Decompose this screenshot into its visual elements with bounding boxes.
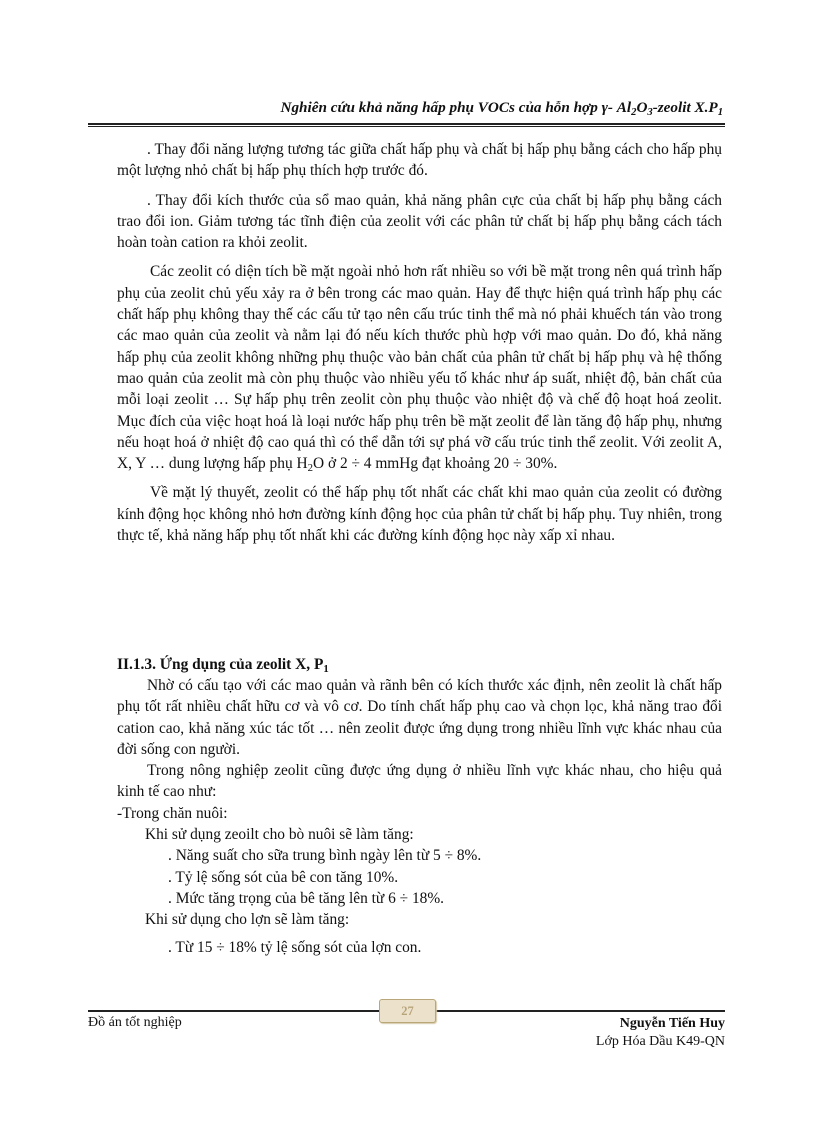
section-paragraph-2: Trong nông nghiệp zeolit cũng được ứng dụng ở nhiều lĩnh vực khác nhau, cho hiệu quả kinh tế cao như: xyxy=(117,762,722,801)
footer-author: Nguyễn Tiến Huy xyxy=(619,1016,725,1031)
list-item: . Tỷ lệ sống sót của bê con tăng 10%. xyxy=(168,868,399,886)
body-text xyxy=(117,139,722,546)
paragraph-2: . Thay đổi kích thước của sổ mao quản, khả năng phân cực của chất bị hấp phụ bằng cách trao đổi ion. Giảm tương tác tĩnh điện của zeolit với các phân tử chất bị hấp phụ bằng cách tách hoàn toàn cation ra khỏi zeolit. xyxy=(117,191,722,252)
page-header-title: Nghiên cứu khả năng hấp phụ VOCs của hỗn hợp γ- $Al_2O_3$-zeolit $X.P_1$ xyxy=(280,99,723,118)
section-body xyxy=(117,675,722,958)
list-item: . Năng suất cho sữa trung bình ngày lên từ 5 ÷ 8%. xyxy=(168,847,482,865)
list-item: Khi sử dụng cho lợn sẽ làm tăng: xyxy=(145,911,350,929)
paragraph-3: Các zeolit có diện tích bề mặt ngoài nhỏ hơn rất nhiều so với bề mặt trong nên quá trình hấp phụ của zeolit chủ yếu xảy ra ở bên trong các mao quản. Hay để thực hiện quá trình hấp phụ các chất hấp phụ không thay thế các cấu tử tạo nên cấu trúc tinh thể mà nó phải khuếch tán vào trong các mao quản của zeolit và nằm lại đó nếu kích thước phù hợp với mao quản. Do đó, khả năng hấp phụ của zeolit không những phụ thuộc vào bản chất của phân tử chất bị hấp phụ và hệ thống mao quản của zeolit mà còn phụ thuộc vào nhiều yếu tố khác như áp suất, nhiệt độ, bản chất của mỗi loại zeolit … Sự hấp phụ trên zeolit còn phụ thuộc vào nhiệt độ và chế độ hoạt hoá zeolit. Mục đích của việc hoạt hoá là loại nước hấp phụ trên bề mặt zeolit để làn tăng độ hấp phụ, nhưng nếu hoạt hoá ở nhiệt độ cao quá thì có thể dẫn tới sự phá vỡ cấu trúc tinh thể zeolit. Với zeolit A, X, Y … dung lượng hấp phụ $H_2O$ ở 2 ÷ 4 mmHg đạt khoảng 20 ÷ 30%. xyxy=(117,263,722,475)
footer-rule-right xyxy=(434,1010,725,1012)
header-rule-thin xyxy=(88,126,725,127)
page-number: 27 xyxy=(379,999,436,1023)
list-item: Khi sử dụng zeoilt cho bò nuôi sẽ làm tăng: xyxy=(145,826,414,844)
list-item: . Mức tăng trọng của bê tăng lên từ 6 ÷ 18%. xyxy=(168,889,445,907)
paragraph-1: . Thay đổi năng lượng tương tác giữa chất hấp phụ và chất bị hấp phụ bằng cách cho hấp phụ một lượng nhỏ chất bị hấp phụ thích hợp trước đó. xyxy=(117,141,722,180)
footer-author-block xyxy=(500,1015,725,1051)
footer-rule-left xyxy=(88,1010,379,1012)
list-heading: -Trong chăn nuôi: xyxy=(117,804,228,822)
header-rule xyxy=(88,123,725,125)
paragraph-4: Về mặt lý thuyết, zeolit có thể hấp phụ tốt nhất các chất khi mao quản của zeolit có đường kính động học không nhỏ hơn đường kính động học của phân tử chất bị hấp phụ. Tuy nhiên, trong thực tế, khả năng hấp phụ tốt nhất khi các đường kính động học này xấp xỉ nhau. xyxy=(117,484,722,545)
section-paragraph-1: Nhờ có cấu tạo với các mao quản và rãnh bên có kích thước xác định, nên zeolit là chất hấp phụ tốt rất nhiều chất hữu cơ và vô cơ. Do tính chất hấp phụ cao và chọn lọc, khả năng trao đổi cation cao, khả năng xúc tác tốt … nên zeolit được ứng dụng trong nhiều lĩnh vực khác nhau của đời sống con người. xyxy=(117,677,722,758)
footer-class: Lớp Hóa Dầu K49-QN xyxy=(595,1034,725,1049)
list-item: . Từ 15 ÷ 18% tỷ lệ sống sót của lợn con. xyxy=(168,938,422,956)
section-heading: II.1.3. Ứng dụng của zeolit X, $P_1$ xyxy=(117,656,329,675)
footer-doc-type: Đồ án tốt nghiệp xyxy=(88,1015,182,1030)
